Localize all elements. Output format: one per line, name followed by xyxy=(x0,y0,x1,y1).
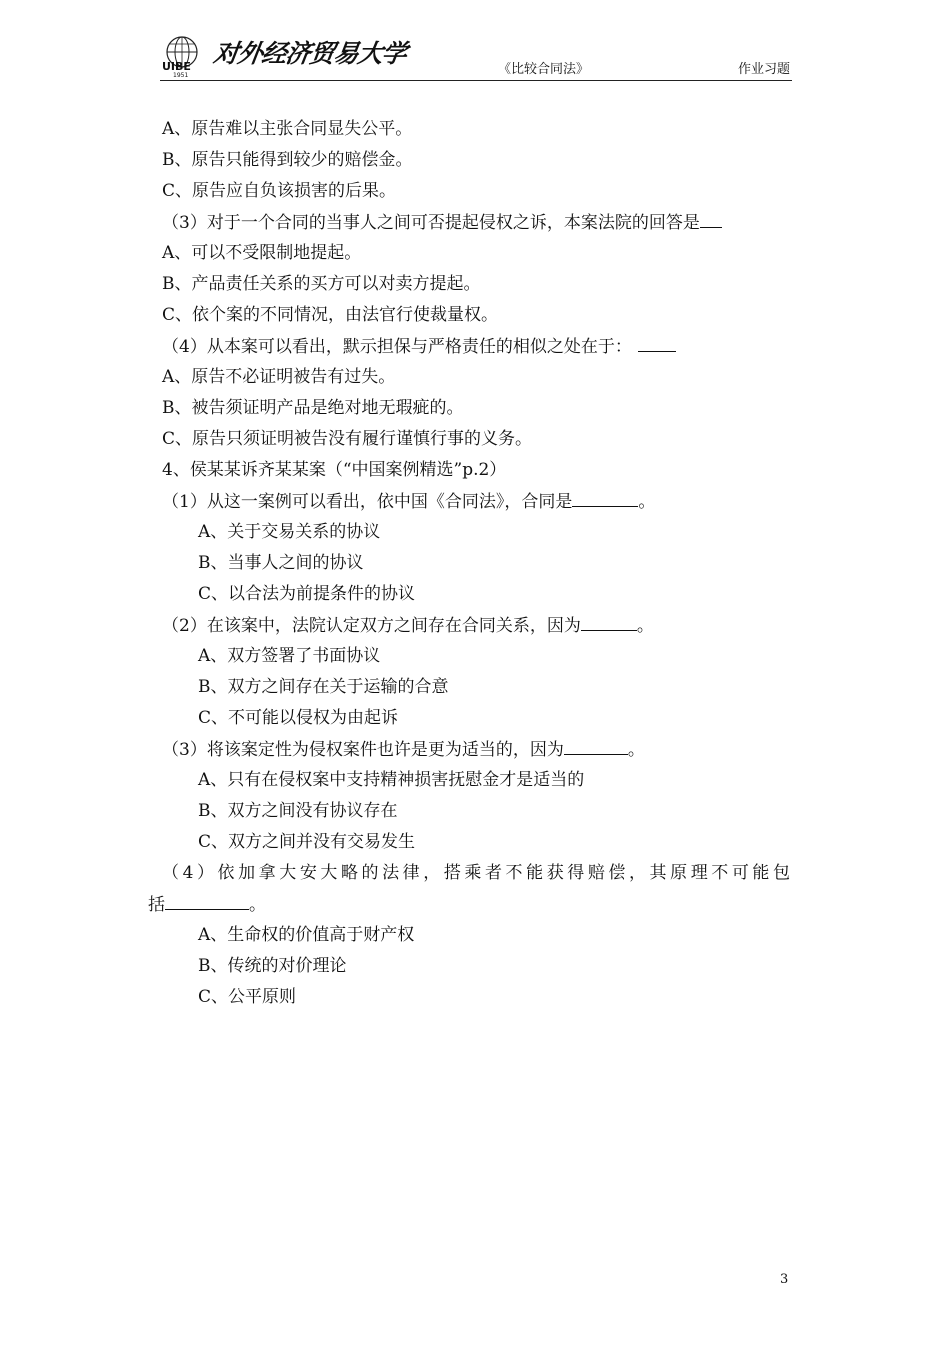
answer-option: A、可以不受限制地提起。 xyxy=(162,243,362,263)
answer-option: C、依个案的不同情况，由法官行使裁量权。 xyxy=(162,305,499,325)
answer-blank xyxy=(572,486,638,507)
answer-blank xyxy=(165,889,249,910)
question: （3）将该案定性为侵权案件也许是更为适当的，因为 。 xyxy=(162,734,790,765)
question: （1）从这一案例可以看出，依中国《合同法》，合同是 。 xyxy=(162,486,790,517)
question: （3）对于一个合同的当事人之间可否提起侵权之诉，本案法院的回答是 xyxy=(162,207,790,238)
answer-option: A、只有在侵权案中支持精神损害抚慰金才是适当的 xyxy=(198,770,585,790)
answer-option: A、原告难以主张合同显失公平。 xyxy=(162,119,413,139)
answer-option: B、原告只能得到较少的赔偿金。 xyxy=(162,150,413,170)
page-header xyxy=(160,24,792,81)
question-continuation: 括 。 xyxy=(148,889,790,920)
answer-option: A、双方签署了书面协议 xyxy=(198,646,381,666)
answer-option: A、原告不必证明被告有过失。 xyxy=(162,367,396,387)
answer-option: A、关于交易关系的协议 xyxy=(198,522,381,542)
section-title: 作业习题 xyxy=(737,62,790,77)
answer-option: C、原告应自负该损害的后果。 xyxy=(162,181,397,201)
answer-option: A、生命权的价值高于财产权 xyxy=(198,925,415,945)
book-title: 《比较合同法》 xyxy=(498,62,590,77)
document-body xyxy=(148,114,790,1013)
svg-text:UIBE: UIBE xyxy=(162,60,191,73)
case-heading: 4、侯某某诉齐某某案（“中国案例精选”p.2） xyxy=(162,460,507,480)
answer-option: C、不可能以侵权为由起诉 xyxy=(198,708,399,728)
answer-option: C、公平原则 xyxy=(198,987,297,1007)
question: （4）从本案可以看出，默示担保与严格责任的相似之处在于： xyxy=(162,331,790,362)
answer-option: C、双方之间并没有交易发生 xyxy=(198,832,416,852)
answer-option: B、当事人之间的协议 xyxy=(198,553,364,573)
answer-option: B、双方之间没有协议存在 xyxy=(198,801,398,821)
answer-option: C、原告只须证明被告没有履行谨慎行事的义务。 xyxy=(162,429,533,449)
svg-text:1951: 1951 xyxy=(173,72,189,78)
answer-blank xyxy=(564,734,628,755)
page-number: 3 xyxy=(780,1272,789,1287)
answer-option: C、以合法为前提条件的协议 xyxy=(198,584,416,604)
question: （4）依加拿大安大略的法律，搭乘者不能获得赔偿，其原理不可能包 xyxy=(162,863,790,883)
answer-blank xyxy=(581,610,637,631)
university-logo-icon xyxy=(160,32,206,78)
question: （2）在该案中，法院认定双方之间存在合同关系，因为 。 xyxy=(162,610,790,641)
answer-option: B、传统的对价理论 xyxy=(198,956,347,976)
answer-blank xyxy=(700,207,722,228)
answer-option: B、产品责任关系的买方可以对卖方提起。 xyxy=(162,274,481,294)
answer-option: B、被告须证明产品是绝对地无瑕疵的。 xyxy=(162,398,464,418)
answer-option: B、双方之间存在关于运输的合意 xyxy=(198,677,449,697)
university-name: 对外经济贸易大学 xyxy=(211,39,408,68)
answer-blank xyxy=(638,331,676,352)
